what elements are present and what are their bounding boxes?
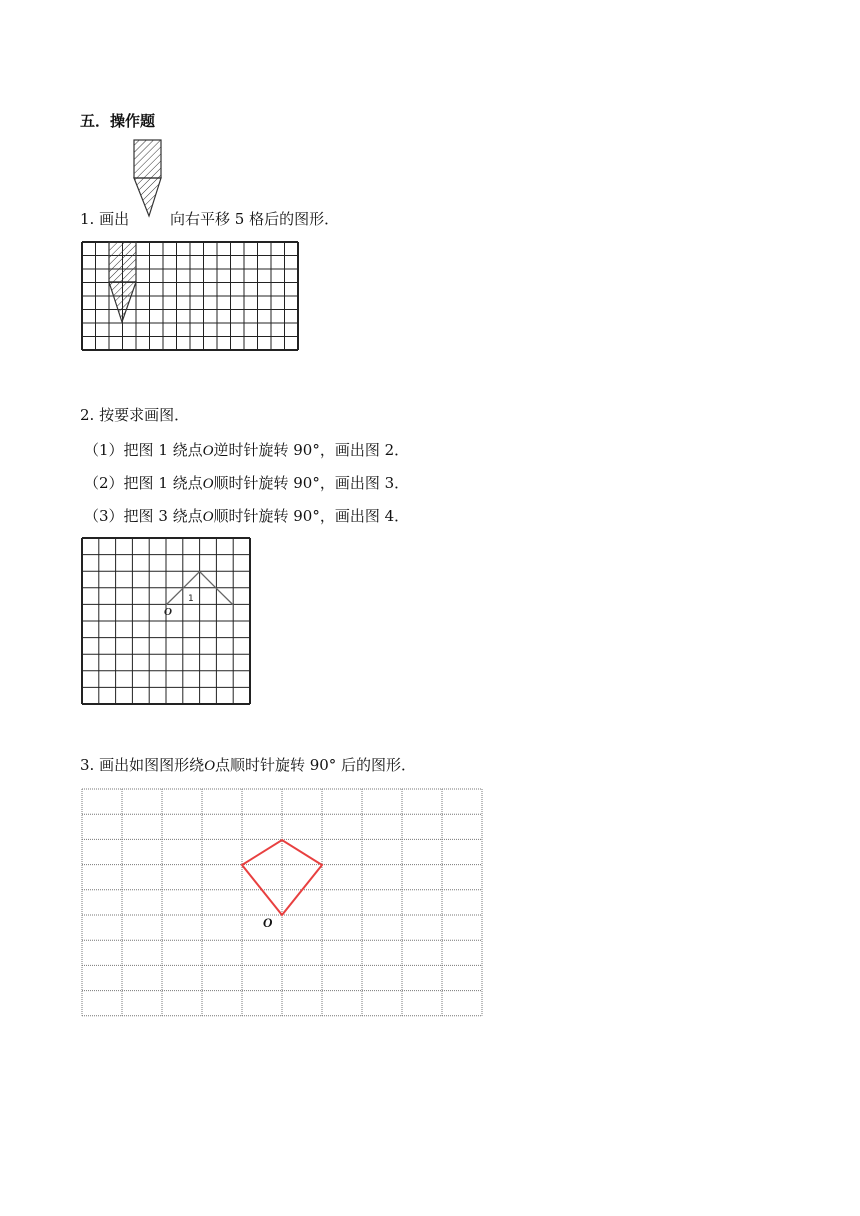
q2-step-3-pre: 把图 3 绕点 [123,507,203,525]
q3-pre: 3. 画出如图图形绕 [80,756,205,774]
q2-step-1-post: 逆时针旋转 90°，画出图 2． [213,441,410,459]
q2-step-3-point: O [202,509,214,525]
q2-figure-label: 1 [188,594,194,604]
q2-step-2-num: （2） [84,474,124,492]
q2-step-2-pre: 把图 1 绕点 [123,474,203,492]
q1-text-after: 向右平移 5 格后的图形． [170,210,340,228]
q3-post: 点顺时针旋转 90° 后的图形． [214,756,417,774]
section-heading: 五．操作题 [80,112,156,130]
q2-step-3-num: （3） [84,507,124,525]
q2-point-o: O [164,606,172,618]
q3-point: O [204,758,215,774]
q3-grid [82,789,484,1019]
q3-point-o: O [263,915,273,930]
q2-step-2-post: 顺时针旋转 90°，画出图 3． [213,474,410,492]
q2-step-1-pre: 把图 1 绕点 [123,441,203,459]
q1-pencil-body [109,242,136,282]
q1-inline-pencil-shape [132,140,164,220]
q2-step-1 [84,439,409,460]
q2-step-1-num: （1） [84,441,124,459]
q2-step-3 [84,505,409,526]
q1-text-before: 1. 画出 [80,210,130,228]
q2-step-2-point: O [202,476,214,492]
q1-grid [82,242,308,352]
q2-step-3-post: 顺时针旋转 90°，画出图 4． [213,507,410,525]
q2-title: 2. 按要求画图． [80,406,190,424]
q2-step-1-point: O [202,443,214,459]
q1-pencil-tip [109,282,136,322]
q2-step-2 [84,472,409,493]
q2-grid [82,538,250,706]
q3-text [80,754,416,775]
